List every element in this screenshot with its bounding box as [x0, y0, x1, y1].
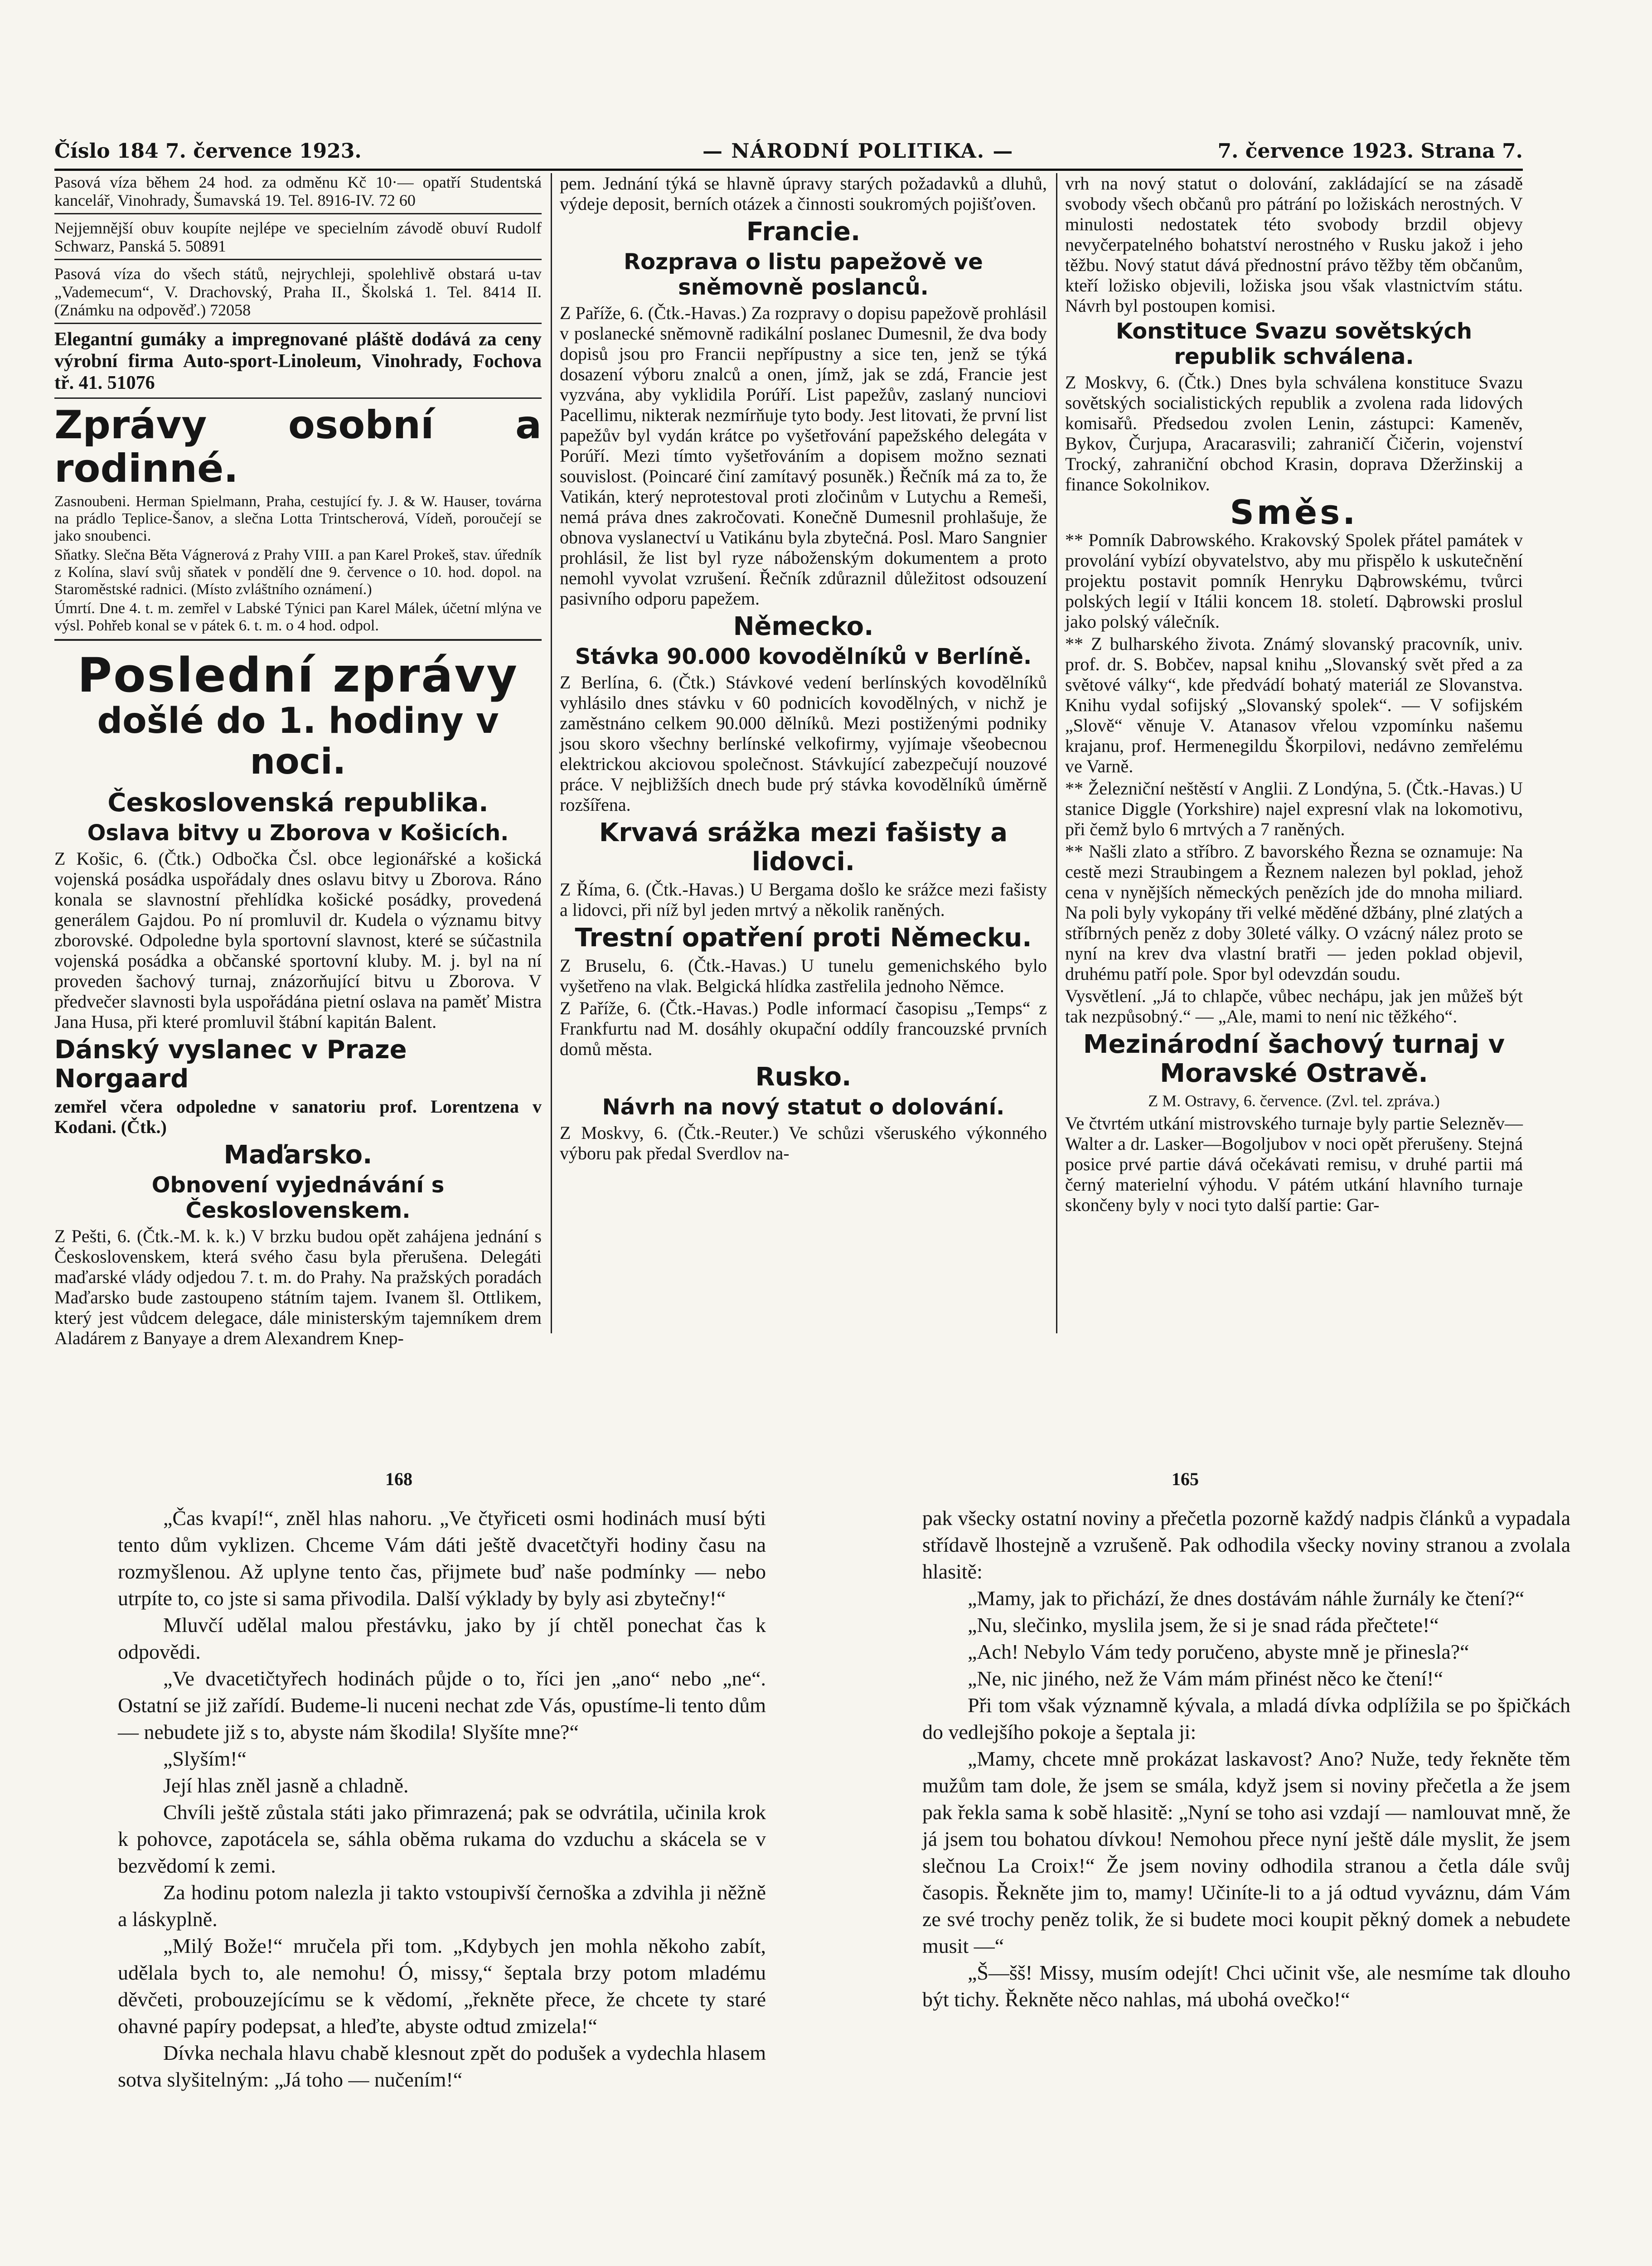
- right-para: „Š—šš! Missy, musím odejít! Chci učinit vše, ale nesmíme tak dlouho být tichy. Řekněte něco nahlas, má ubohá ovečko!“: [922, 1961, 1570, 2011]
- smes-vysvetleni: Vysvětlení. „Já to chlapče, vůbec nechápu, jak jen můžeš být tak nezpůsobný.“ — „Ale, mami to není nic těžkého“.: [1065, 986, 1523, 1026]
- sach-dateline: Z M. Ostravy, 6. července. (Zvl. tel. zpráva.): [1148, 1092, 1440, 1110]
- right-para: pak všecky ostatní noviny a přečetla pozorně každý nadpis článků a vypadala střídavě lhostejně a vzrušeně. Pak odhodila všecky noviny stranou a zvolala hlasitě:: [922, 1506, 1570, 1583]
- right-para: „Ach! Nebylo Vám tedy poručeno, abyste mně je přinesla?“: [968, 1640, 1469, 1663]
- italie-title: Krvavá srážka mezi fašisty a lidovci.: [599, 818, 1008, 876]
- sach-title: Mezinárodní šachový turnaj v Moravské Ostravě.: [1083, 1030, 1505, 1088]
- right-page-number: 165: [1172, 1469, 1199, 1489]
- madarsko-title: Maďarsko.: [223, 1140, 373, 1170]
- left-para: „Milý Bože!“ mručela při tom. „Kdybych jen mohla někoho zabít, udělala bych to, ale nemohu! Ó, missy,“ šeptala brzy potom mladému děvčeti, probouzejícímu se k vědomí, „řekněte přece, že chcete ty staré ohavné papíry podepsat, a hleďte, abyste odtud zmizela!“: [118, 1934, 766, 2038]
- rusko-title: Rusko.: [755, 1062, 852, 1092]
- posledni-zpravy-title: Poslední zprávy: [77, 648, 519, 703]
- ad-pasova-viza-1: Pasová víza během 24 hod. za odměnu Kč 10·— opatří Studentská kancelář, Vinohrady, Šumavská 19. Tel. 8916-IV. 72 60: [54, 173, 542, 214]
- column-2: [560, 173, 1047, 1333]
- left-page-number: 168: [385, 1469, 412, 1489]
- column-3: [1065, 173, 1523, 1333]
- smes-pomnik: ** Pomník Dabrowského. Krakovský Spolek přátel památek v provolání vybízí obyvatelstvo, aby mu přispělo k uskutečnění projektu postavit pomník Henryku Dąbrowskému, tvůrci polských legií v Itálii koncem 18. století. Dąbrowski proslul jako polský válečník.: [1065, 530, 1523, 632]
- left-para: „Ve dvacetičtyřech hodinách půjde o to, říci jen „ano“ nebo „ne“. Ostatní se již zařídí. Budeme-li nuceni nechat zde Vás, opustíme-li tento dům — nebudete již s to, abyste nám škodila! Slyšíte mne?“: [118, 1667, 766, 1743]
- column-1: [54, 173, 542, 1348]
- madarsko-subtitle: Obnovení vyjednávání s Československem.: [151, 1172, 445, 1223]
- nemecko-article: Z Berlína, 6. (Čtk.) Stávkové vedení berlínských kovodělníků vyhlásilo dnes stávku v 60 podnicích kovodělných, v nichž je zaměstnáno celkem 90.000 dělníků. Mezi postiženými podniky jsou skoro všechny berlínské velkofirmy, vyjímaje všeobecnou elektrickou akciovou společnost. Stávkující zabezpečují nouzové práce. V nejbližších dnech bude prý stávka kovodělníků úměrně rozšířena.: [560, 672, 1047, 815]
- francie-title: Francie.: [746, 217, 861, 247]
- left-para: Dívka nechala hlavu chabě klesnout zpět do podušek a vydechla hlasem sotva slyšitelným: „Já toho — nučením!“: [118, 2041, 766, 2091]
- left-para: „Slyším!“: [163, 1747, 247, 1770]
- right-para: „Ne, nic jiného, než že Vám mám přinést něco ke čtení!“: [968, 1667, 1444, 1690]
- nemecko-subtitle: Stávka 90.000 kovodělníků v Berlíně.: [575, 644, 1032, 669]
- right-book-page: [922, 1505, 1570, 2013]
- cs-subtitle: Oslava bitvy u Zborova v Košicích.: [87, 820, 509, 846]
- left-para: Mluvčí udělal malou přestávku, jako by jí chtěl ponechat čas k odpovědi.: [118, 1613, 766, 1663]
- right-para: „Mamy, chcete mně prokázat laskavost? Ano? Nuže, tedy řekněte těm mužům tam dole, že jsem se smála, když jsem si noviny přečetla a že jsem pak řekla sama k sobě hlasitě: „Nyní se toho asi vzdají — namlouvat mně, že já jsem tou bohatou dívkou! Nemohou přece nyní ještě dále myslit, že jsem slečnou La Croix!“ Že jsem noviny odhodila stranou a četla dále svůj časopis. Řekněte jim to, mamy! Učiníte-li to a já odtud vyváznu, dám Vám ze své trochy peněz tolik, že si budete moci koupit pěkný domek a nebudete musit —“: [922, 1747, 1570, 1957]
- madarsko-article: Z Pešti, 6. (Čtk.-M. k. k.) V brzku budou opět zahájena jednání s Československem, která svého času byla přerušena. Delegáti maďarské vlády odjedou 7. t. m. do Prahy. Na pražských poradách Maďarsko bude zastoupeno státním tajem. Ivanem šl. Ottlikem, který jest vůdcem delegace, dále ministerským tajemníkem drem Aladárem z Banyaye a drem Alexandrem Knep-: [54, 1226, 542, 1348]
- trestni-title: Trestní opatření proti Německu.: [575, 923, 1032, 953]
- rusko-article: Z Moskvy, 6. (Čtk.-Reuter.) Ve schůzi všeruského výkonného výboru pak předal Sverdlov na-: [560, 1123, 1047, 1163]
- zpravy-snatky: Sňatky. Slečna Běta Vágnerová z Prahy VIII. a pan Karel Prokeš, stav. úředník z Kolína, slaví svůj sňatek v pondělí dne 9. července o 10. hod. dopol. na Staroměstské radnici. (Místo zvláštního oznámení.): [54, 547, 542, 598]
- trestni-article-1: Z Bruselu, 6. (Čtk.-Havas.) U tunelu gemenichského bylo vyšetřeno na vlak. Belgická hlídka zastřelila jednoho Němce.: [560, 955, 1047, 996]
- smes-bulharsko: ** Z bulharského života. Známý slovanský pracovník, univ. prof. dr. S. Bobčev, napsal knihu „Slovanský svět před a za světové války“, kde předvádí bohatý materiál ze Slovanstva. Knihu vydal sofijský „Slovanský spolek“. — V sofijském „Slově“ věnuje V. Atanasov vřelou vzpomínku našemu krajanu, prof. Hermenegildu Škorpilovi, nedávno zemřelému ve Varně.: [1065, 634, 1523, 776]
- madarsko-continued: pem. Jednání týká se hlavně úpravy starých požadavků a dluhů, výdeje deposit, berních otázek a činnosti soukromých pojišťoven.: [560, 173, 1047, 214]
- column-divider: [551, 173, 552, 1333]
- issue-info: Číslo 184 7. července 1923.: [54, 140, 362, 163]
- cs-article: Z Košic, 6. (Čtk.) Odbočka Čsl. obce legionářské a košická vojenská posádka uspořádaly dnes oslavu bitvy u Zborova. Ráno konala se slavnostní přehlídka košické posádky, provedená generálem Gajdou. Po ní promluvil dr. Kudela o významu bitvy zborovské. Odpoledne byla sportovní slavnost, které se súčastnila vojenská posádka a občanské sportovní kluby. M. j. byl na ní proveden šachový turnaj, znázorňující bitvu u Zborova. V předvečer slavnosti byla uspořádána pietní oslava na paměť Mistra Jana Husa, při které promluvil štábní kapitán Balent.: [54, 848, 542, 1032]
- konstituce-article: Z Moskvy, 6. (Čtk.) Dnes byla schválena konstituce Svazu sovětských socialistických republik a zvolena rada lidových komisařů. Předsedou zvolen Lenin, zástupci: Kameněv, Bykov, Čurjupa, Aracarasvili; zahraničí Čičerin, vojenství Trocký, zahraniční obchod Krasin, doprava Džeržinskij a finance Sokolnikov.: [1065, 372, 1523, 494]
- left-para: „Čas kvapí!“, zněl hlas nahoru. „Ve čtyřiceti osmi hodinách musí býti tento dům vyklizen. Chceme Vám dáti ještě dvacetčtyři hodiny času na rozmyšlenou. Až uplyne tento čas, přijmete buď naše podmínky — nebo utrpíte to, co jste si sama přivodila. Další výklady by byly asi zbytečny!“: [118, 1506, 766, 1610]
- smes-title: Směs.: [1230, 493, 1358, 532]
- francie-subtitle: Rozprava o listu papežově ve sněmovně poslanců.: [624, 249, 983, 300]
- konstituce-title: Konstituce Svazu sovětských republik schválena.: [1115, 319, 1473, 369]
- left-para: Chvíli ještě zůstala státi jako přimrazená; pak se odvrátila, učinila krok k pohovce, zapotácela se, sáhla oběma rukama do vzduchu a skácela se v bezvědomí k zemi.: [118, 1801, 766, 1877]
- header-rule: [54, 169, 1523, 171]
- rusko-continued: vrh na nový statut o dolování, zakládající se na zásadě svobody všech občanů pro pátrání po ložiskách nerostných. V minulosti nedostatek této svobody brzdil objevy nevyčerpatelného bohatství nerostného v Rusku jakož i jeho těžbu. Nový statut dává přednostní právo těžby těm občanům, kteří ložisko objevili, ložiska jsou však vlastnictvím státu. Návrh byl postoupen komisi.: [1065, 173, 1523, 316]
- trestni-article-2: Z Paříže, 6. (Čtk.-Havas.) Podle informací časopisu „Temps“ z Frankfurtu nad M. dosáhly okupační oddíly francouzské prvních domů města.: [560, 998, 1047, 1059]
- francie-article: Z Paříže, 6. (Čtk.-Havas.) Za rozpravy o dopisu papežově prohlásil v poslanecké sněmovně radikální poslanec Dumesnil, že dva body dopisů jsou pro Francii nepřípustny a sice ten, jenž se týká dosazení výboru znalců a onen, jímž, jak se zdá, Francie jest vyzvána, aby vyklidila Porúří. List papežův, zaslaný nunciovi Pacellimu, nikterak nezmírňuje tyto body. Jest litovati, že první list papežův byl vydán krátce po vyšetřování papežského delegáta v Porúří. Mezi tímto vyšetřováním a dopisem možno seznati souvislost. (Poincaré činí zamítavý posuněk.) Řečník má za to, že Vatikán, který neprotestoval proti zločinům v Lutychu a Remeši, nemá práva dnes zakročovati. Konečně Dumesnil prohlašuje, že obnova vyslanectví u Vatikánu byla zbytečná. Posl. Maro Sangnier prohlásil, že list byl ryze náboženským dokumentem a proto nemohl vyvolat vzrušení. Řečník zdůraznil důležitost odsouzení pasivního odporu papežem.: [560, 303, 1047, 609]
- posledni-zpravy-subtitle: došlé do 1. hodiny v noci.: [97, 701, 499, 782]
- zpravy-umrti: Úmrtí. Dne 4. t. m. zemřel v Labské Týnici pan Karel Málek, účetní mlýna ve výsl. Pohřeb konal se v pátek 6. t. m. o 4 hod. odpol.: [54, 600, 542, 634]
- zpravy-zasnoubeni: Zasnoubeni. Herman Spielmann, Praha, cestující fy. J. & W. Hauser, továrna na prádlo Teplice-Šanov, a slečna Lotta Trintscherová, Vídeň, poroučejí se jako snoubenci.: [54, 493, 542, 544]
- zpravy-title: Zprávy osobní a rodinné.: [54, 402, 542, 491]
- ad-obuv: Nejjemnější obuv koupíte nejlépe ve specielním závodě obuví Rudolf Schwarz, Panská 5. 50891: [54, 219, 542, 260]
- sach-article: Ve čtvrtém utkání mistrovského turnaje byly partie Selezněv—Walter a dr. Lasker—Bogoljubov v noci opět přerušeny. Stejná posice prvé partie dává očekávati remisu, v druhé partii má černý materielní výhodu. V pátém utkání hlavního turnaje skončeny byly v noci tyto další partie: Gar-: [1065, 1113, 1523, 1215]
- dansky-article: zemřel včera odpoledne v sanatoriu prof. Lorentzena v Kodani. (Čtk.): [54, 1096, 542, 1137]
- ad-pasova-viza-2: Pasová víza do všech států, nejrychleji, spolehlivě obstará u-tav „Vademecum“, V. Drachovský, Praha II., Školská 1. Tel. 8414 II. (Známku na odpověď.) 72058: [54, 265, 542, 324]
- smes-zeleznice: ** Železniční neštěstí v Anglii. Z Londýna, 5. (Čtk.-Havas.) U stanice Diggle (Yorkshire) najel expresní vlak na lokomotivu, při čemž bylo 6 mrtvých a 7 raněných.: [1065, 778, 1523, 839]
- cs-title: Československá republika.: [107, 788, 489, 818]
- right-para: „Mamy, jak to přichází, že dnes dostávám náhle žurnály ke čtení?“: [968, 1587, 1525, 1610]
- nemecko-title: Německo.: [733, 612, 874, 641]
- italie-article: Z Říma, 6. (Čtk.-Havas.) U Bergama došlo ke srážce mezi fašisty a lidovci, při níž byl jeden mrtvý a několik raněných.: [560, 879, 1047, 920]
- left-book-page: [118, 1505, 766, 2093]
- left-para: Její hlas zněl jasně a chladně.: [163, 1774, 409, 1797]
- section-rule: [54, 639, 542, 641]
- right-para: Při tom však významně kývala, a mladá dívka odplížila se po špičkách do vedlejšího pokoje a šeptala ji:: [922, 1694, 1570, 1743]
- dansky-title: Dánský vyslanec v Praze Norgaard: [54, 1035, 407, 1094]
- masthead: — NÁRODNÍ POLITIKA. —: [702, 140, 1014, 163]
- left-para: Za hodinu potom nalezla ji takto vstoupivší černoška a zdvihla ji něžně a láskyplně.: [118, 1881, 766, 1931]
- smes-zlato: ** Našli zlato a stříbro. Z bavorského Řezna se oznamuje: Na cestě mezi Straubingem a Řeznem nalezen byl poklad, jehož cena v nynějších německých penězích jde do mnoha miliard. Na poli byly vykopány tři velké měděné džbány, plné zlatých a stříbrných peněz z doby 30leté války. O vzácný nález proto se nyní na krev dva vlastní bratři — jeden poklad objevil, druhému patří pole. Spor byl odevzdán soudu.: [1065, 841, 1523, 984]
- newspaper-header: [54, 140, 1523, 167]
- column-divider: [1056, 173, 1057, 1333]
- rusko-subtitle: Návrh na nový statut o dolování.: [602, 1094, 1005, 1120]
- page-info: 7. července 1923. Strana 7.: [1217, 140, 1523, 163]
- ad-gumaky: Elegantní gumáky a impregnované pláště dodává za ceny výrobní firma Auto-sport-Linoleum, Vinohrady, Fochova tř. 41. 51076: [54, 329, 542, 399]
- right-para: „Nu, slečinko, myslila jsem, že si je snad ráda přečtete!“: [968, 1613, 1439, 1637]
